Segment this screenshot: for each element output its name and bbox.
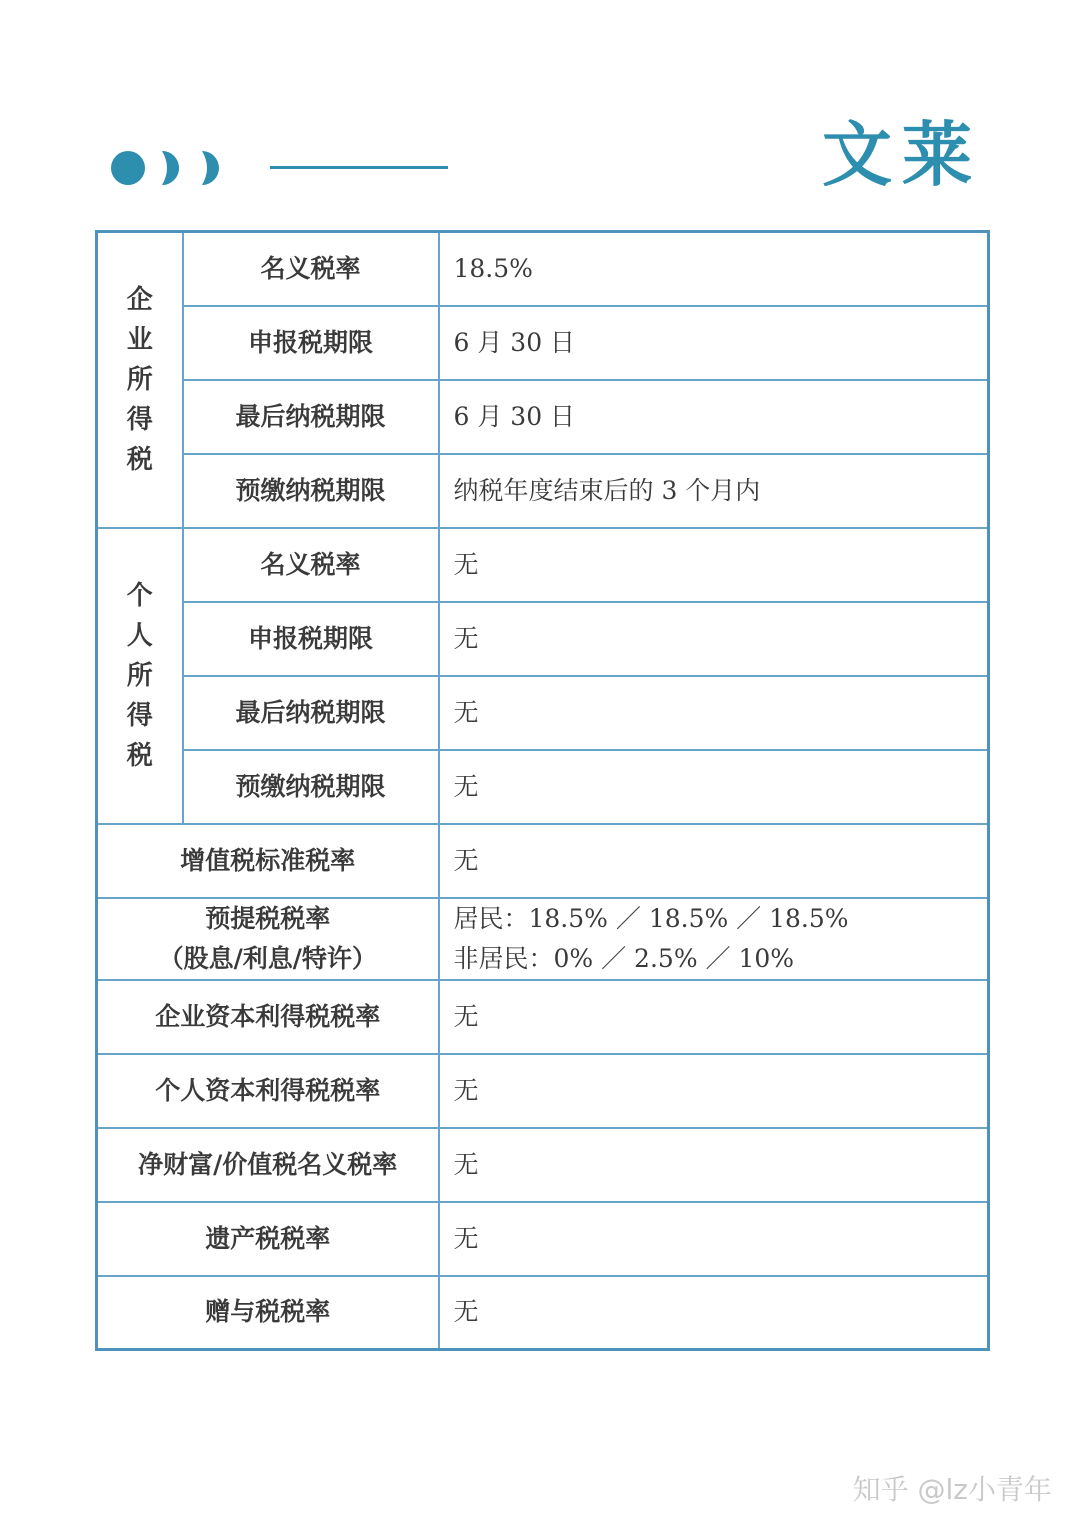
decor-half-circle-icon (162, 151, 179, 185)
row-value-withholding (439, 898, 989, 980)
row-label: 企业资本利得税税率 (97, 980, 439, 1054)
watermark: 知乎 @lz小青年 (852, 1473, 1052, 1506)
group-label-text: 企业所得税 (126, 284, 153, 475)
table-row (97, 750, 989, 824)
table-row (97, 1276, 989, 1350)
table-row (97, 898, 989, 980)
row-value: 无 (439, 1202, 989, 1276)
row-label-line: （股息/利息/特许） (158, 943, 377, 973)
row-value: 无 (439, 824, 989, 898)
row-label: 个人资本利得税税率 (97, 1054, 439, 1128)
table-row (97, 980, 989, 1054)
row-label: 遗产税税率 (97, 1202, 439, 1276)
row-label: 净财富/价值税名义税率 (97, 1128, 439, 1202)
row-value: 无 (439, 1128, 989, 1202)
decor-circle-icon (111, 151, 145, 185)
row-value: 无 (439, 528, 989, 602)
row-label-withholding (97, 898, 439, 980)
table-row (97, 232, 989, 306)
decor-half-circle-icon (202, 151, 219, 185)
table-row (97, 306, 989, 380)
row-label: 最后纳税期限 (183, 380, 439, 454)
row-label: 名义税率 (183, 528, 439, 602)
table-row (97, 1128, 989, 1202)
table-row (97, 824, 989, 898)
table-row (97, 676, 989, 750)
row-value-line: 非居民：0% ／ 2.5% ／ 10% (453, 943, 795, 973)
row-label-line: 预提税税率 (205, 903, 331, 933)
row-label: 增值税标准税率 (97, 824, 439, 898)
tax-table (95, 230, 990, 1351)
row-value: 18.5% (439, 232, 989, 306)
table-row (97, 1202, 989, 1276)
row-label: 申报税期限 (183, 602, 439, 676)
table-row (97, 528, 989, 602)
row-value: 6 月 30 日 (439, 306, 989, 380)
row-value: 无 (439, 1054, 989, 1128)
row-value: 无 (439, 676, 989, 750)
row-label: 赠与税税率 (97, 1276, 439, 1350)
row-value: 无 (439, 980, 989, 1054)
row-value: 无 (439, 602, 989, 676)
row-label: 预缴纳税期限 (183, 454, 439, 528)
row-value: 无 (439, 1276, 989, 1350)
group-label-personal (97, 528, 183, 824)
table-row (97, 602, 989, 676)
row-value: 纳税年度结束后的 3 个月内 (439, 454, 989, 528)
row-label: 预缴纳税期限 (183, 750, 439, 824)
table-row (97, 380, 989, 454)
page-title: 文莱 (822, 113, 982, 196)
group-label-text: 个人所得税 (126, 580, 153, 771)
row-label: 申报税期限 (183, 306, 439, 380)
table-row (97, 1054, 989, 1128)
row-label: 最后纳税期限 (183, 676, 439, 750)
row-value: 6 月 30 日 (439, 380, 989, 454)
header-decoration (110, 148, 450, 188)
group-label-corporate (97, 232, 183, 528)
row-value-line: 居民：18.5% ／ 18.5% ／ 18.5% (453, 903, 849, 933)
row-value: 无 (439, 750, 989, 824)
row-label: 名义税率 (183, 232, 439, 306)
table-row (97, 454, 989, 528)
header-line (270, 166, 448, 169)
